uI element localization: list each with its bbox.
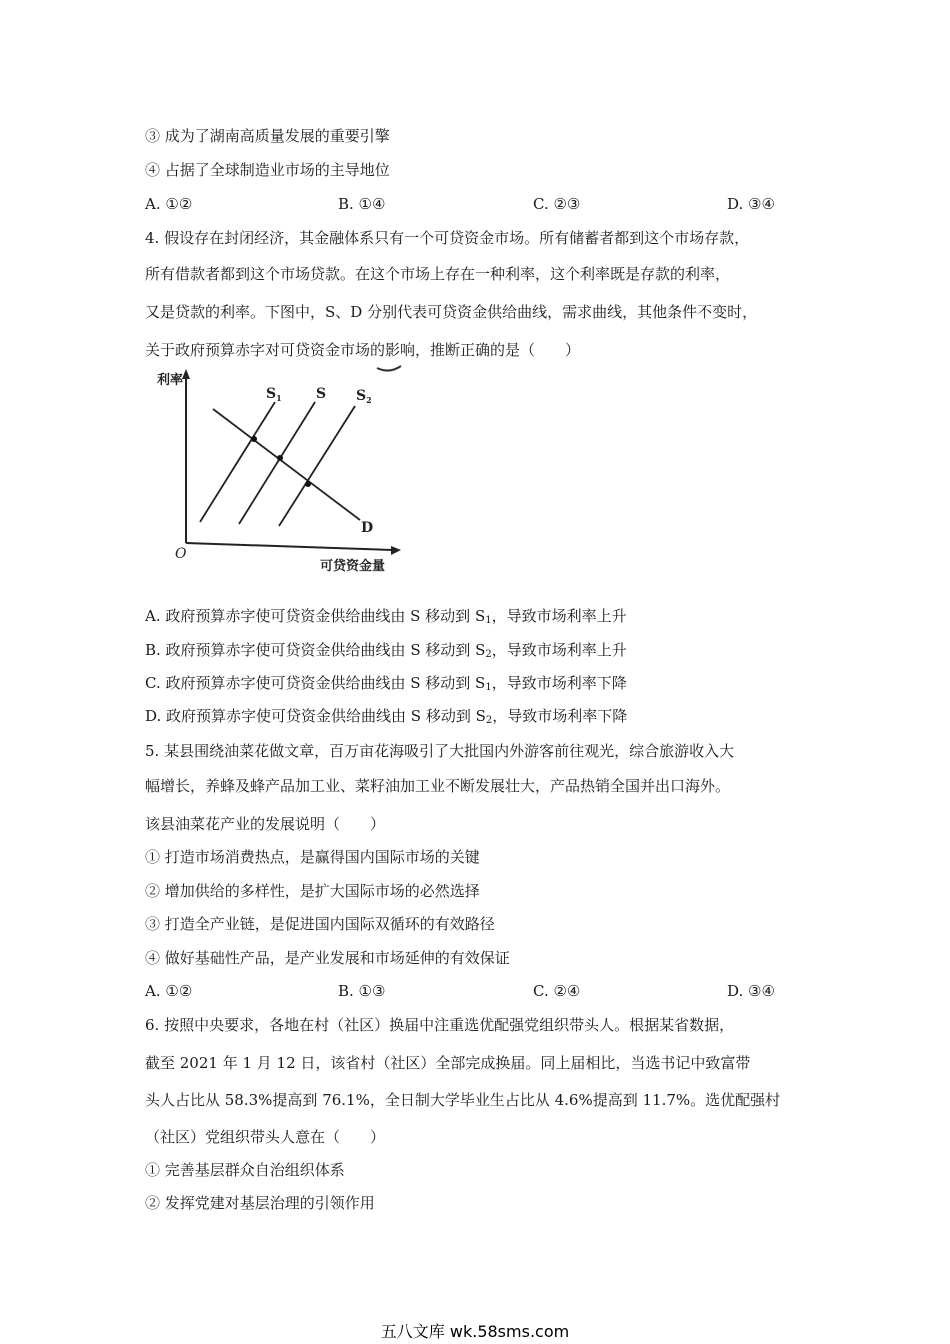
q5-stem-line-2: 幅增长，养蜂及蜂产品加工业、菜籽油加工业不断发展壮大，产品热销全国并出口海外。 [145, 777, 731, 795]
q5-stem-line-1: 5. 某县围绕油菜花做文章，百万亩花海吸引了大批国内外游客前往观光，综合旅游收入大 [145, 742, 735, 760]
q4-stem-line-3: 又是贷款的利率。下图中，S、D 分别代表可贷资金供给曲线，需求曲线，其他条件不变时， [145, 303, 758, 321]
s1-label: $S_1$ [266, 386, 282, 403]
site-footer: 五八文库 wk.58sms.com [380, 1322, 570, 1341]
q5-option-a: A. ①② [145, 982, 193, 1000]
q5-item-1: ① 打造市场消费热点，是赢得国内国际市场的关键 [145, 848, 480, 866]
x-axis-line [186, 543, 393, 550]
q6-stem-line-3: 头人占比从 58.3%提高到 76.1%，全日制大学毕业生占比从 4.6%提高到 11.7%。选优配强村 [145, 1091, 781, 1109]
equilibrium-point-s [277, 455, 283, 461]
q3-option-d: D. ③④ [727, 195, 775, 213]
y-axis-arrow [182, 369, 190, 379]
s-label: S [316, 386, 327, 402]
q4-option-a: A. 政府预算赤字使可贷资金供给曲线由 S 移动到 $S_1$，导致市场利率上升 [145, 607, 627, 626]
q5-option-d: D. ③④ [727, 982, 775, 1000]
q4-stem-line-1: 4. 假设存在封闭经济，其金融体系只有一个可贷资金市场。所有储蓄者都到这个市场存款， [145, 229, 750, 247]
loanable-funds-diagram [157, 362, 425, 580]
x-axis-label: 可贷资金量 [320, 559, 386, 574]
origin-label: O [175, 546, 187, 562]
q4-option-b: B. 政府预算赤字使可贷资金供给曲线由 S 移动到 $S_2$，导致市场利率上升 [145, 641, 627, 660]
q5-option-b: B. ①③ [338, 982, 386, 1000]
y-axis-label: 利率 [157, 373, 184, 388]
q6-stem-line-4: （社区）党组织带头人意在（ ） [145, 1128, 386, 1146]
q4-stem-line-4: 关于政府预算赤字对可贷资金市场的影响，推断正确的是（ ） [145, 341, 581, 359]
q6-item-1: ① 完善基层群众自治组织体系 [145, 1161, 345, 1179]
x-axis-arrow [391, 546, 401, 555]
q3-option-c: C. ②③ [533, 195, 581, 213]
q5-item-4: ④ 做好基础性产品，是产业发展和市场延伸的有效保证 [145, 949, 510, 967]
q3-option-b: B. ①④ [338, 195, 386, 213]
q3-item-3: ③ 成为了湖南高质量发展的重要引擎 [145, 127, 390, 145]
q5-stem-line-3: 该县油菜花产业的发展说明（ ） [145, 815, 386, 833]
s2-label: $S_2$ [356, 388, 372, 405]
scan-artifact-arc [377, 366, 401, 371]
supply-curve-s1 [200, 402, 275, 522]
q5-option-c: C. ②④ [533, 982, 581, 1000]
q4-stem-line-2: 所有借款者都到这个市场贷款。在这个市场上存在一种利率，这个利率既是存款的利率， [145, 265, 731, 283]
q6-item-2: ② 发挥党建对基层治理的引领作用 [145, 1194, 375, 1212]
q6-stem-line-2: 截至 2021 年 1 月 12 日，该省村（社区）全部完成换届。同上届相比，当选书记中致富带 [145, 1054, 751, 1072]
q4-option-c: C. 政府预算赤字使可贷资金供给曲线由 S 移动到 $S_1$，导致市场利率下降 [145, 674, 627, 693]
q5-item-2: ② 增加供给的多样性，是扩大国际市场的必然选择 [145, 882, 480, 900]
q4-option-d: D. 政府预算赤字使可贷资金供给曲线由 S 移动到 $S_2$，导致市场利率下降 [145, 707, 628, 726]
supply-curve-s [239, 402, 315, 524]
d-label: D [361, 520, 374, 536]
q5-item-3: ③ 打造全产业链，是促进国内国际双循环的有效路径 [145, 915, 495, 933]
q6-stem-line-1: 6. 按照中央要求，各地在村（社区）换届中注重选优配强党组织带头人。根据某省数据， [145, 1016, 735, 1034]
q3-item-4: ④ 占据了全球制造业市场的主导地位 [145, 161, 390, 179]
equilibrium-point-s2 [305, 481, 311, 487]
equilibrium-point-s1 [251, 436, 257, 442]
q3-option-a: A. ①② [145, 195, 193, 213]
